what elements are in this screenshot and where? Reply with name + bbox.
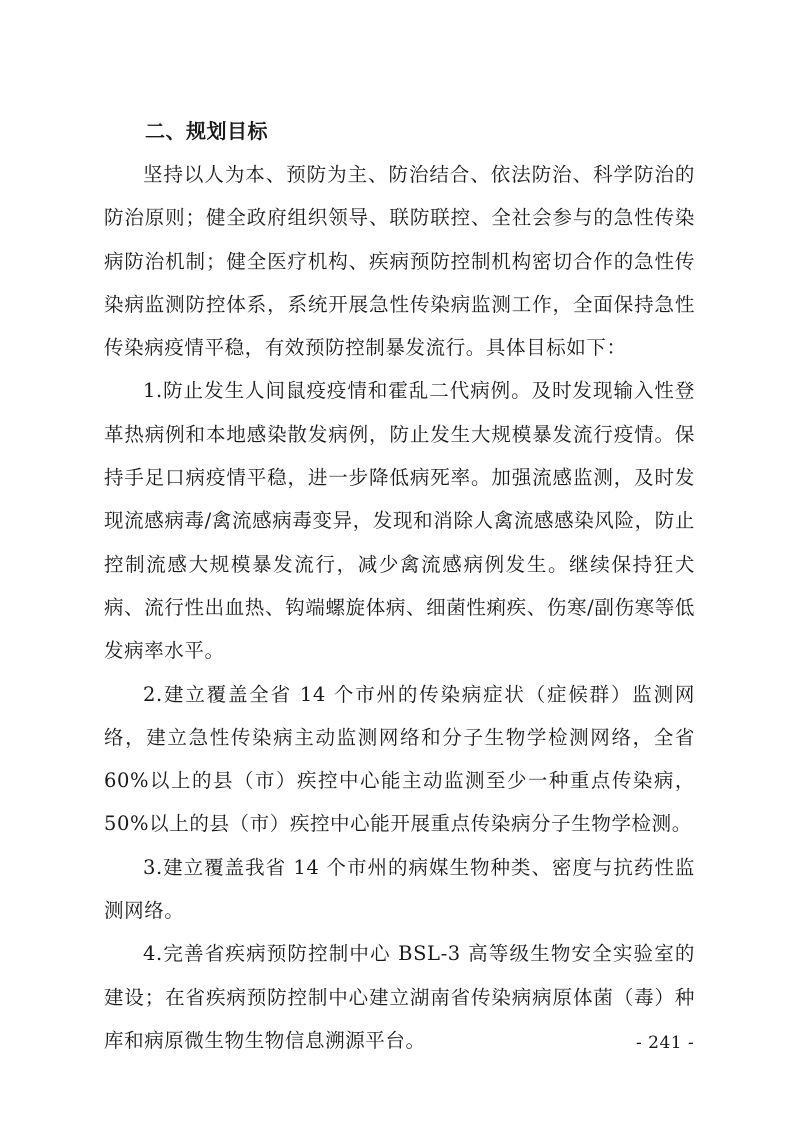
paragraph-goal-1: 1.防止发生人间鼠疫疫情和霍乱二代病例。及时发现输入性登革热病例和本地感染散发病例，防止发生大规模暴发流行疫情。保持手足口病疫情平稳，进一步降低病死率。加强流感监测，及时发现流感病毒/禽流感病毒变异，发现和消除人禽流感感染风险，防止控制流感大规模暴发流行，减少禽流感病例发生。继续保持狂犬病、流行性出血热、钩端螺旋体病、细菌性痢疾、伤寒/副伤寒等低发病率水平。	[104, 379, 695, 663]
section-heading: 二、规划目标	[145, 119, 268, 143]
paragraph-principles: 坚持以人为本、预防为主、防治结合、依法防治、科学防治的防治原则；健全政府组织领导、联防联控、全社会参与的急性传染病防治机制；健全医疗机构、疾病预防控制机构密切合作的急性传染病监测防控体系，系统开展急性传染病监测工作，全面保持急性传染病疫情平稳，有效预防控制暴发流行。具体目标如下：	[104, 163, 695, 360]
paragraph-goal-2: 2.建立覆盖全省 14 个市州的传染病症状（症候群）监测网络，建立急性传染病主动监测网络和分子生物学检测网络，全省 60%以上的县（市）疾控中心能主动监测至少一种重点传染病，50%以上的县（市）疾控中心能开展重点传染病分子生物学检测。	[104, 682, 695, 836]
page-number: - 241 -	[636, 1033, 695, 1053]
paragraph-goal-4: 4.完善省疾病预防控制中心 BSL-3 高等级生物安全实验室的建设；在省疾病预防控制中心建立湖南省传染病病原体菌（毒）种库和病原微生物生物信息溯源平台。	[104, 942, 695, 1052]
document-body	[104, 109, 695, 1062]
paragraph-goal-3: 3.建立覆盖我省 14 个市州的病媒生物种类、密度与抗药性监测网络。	[104, 855, 695, 923]
